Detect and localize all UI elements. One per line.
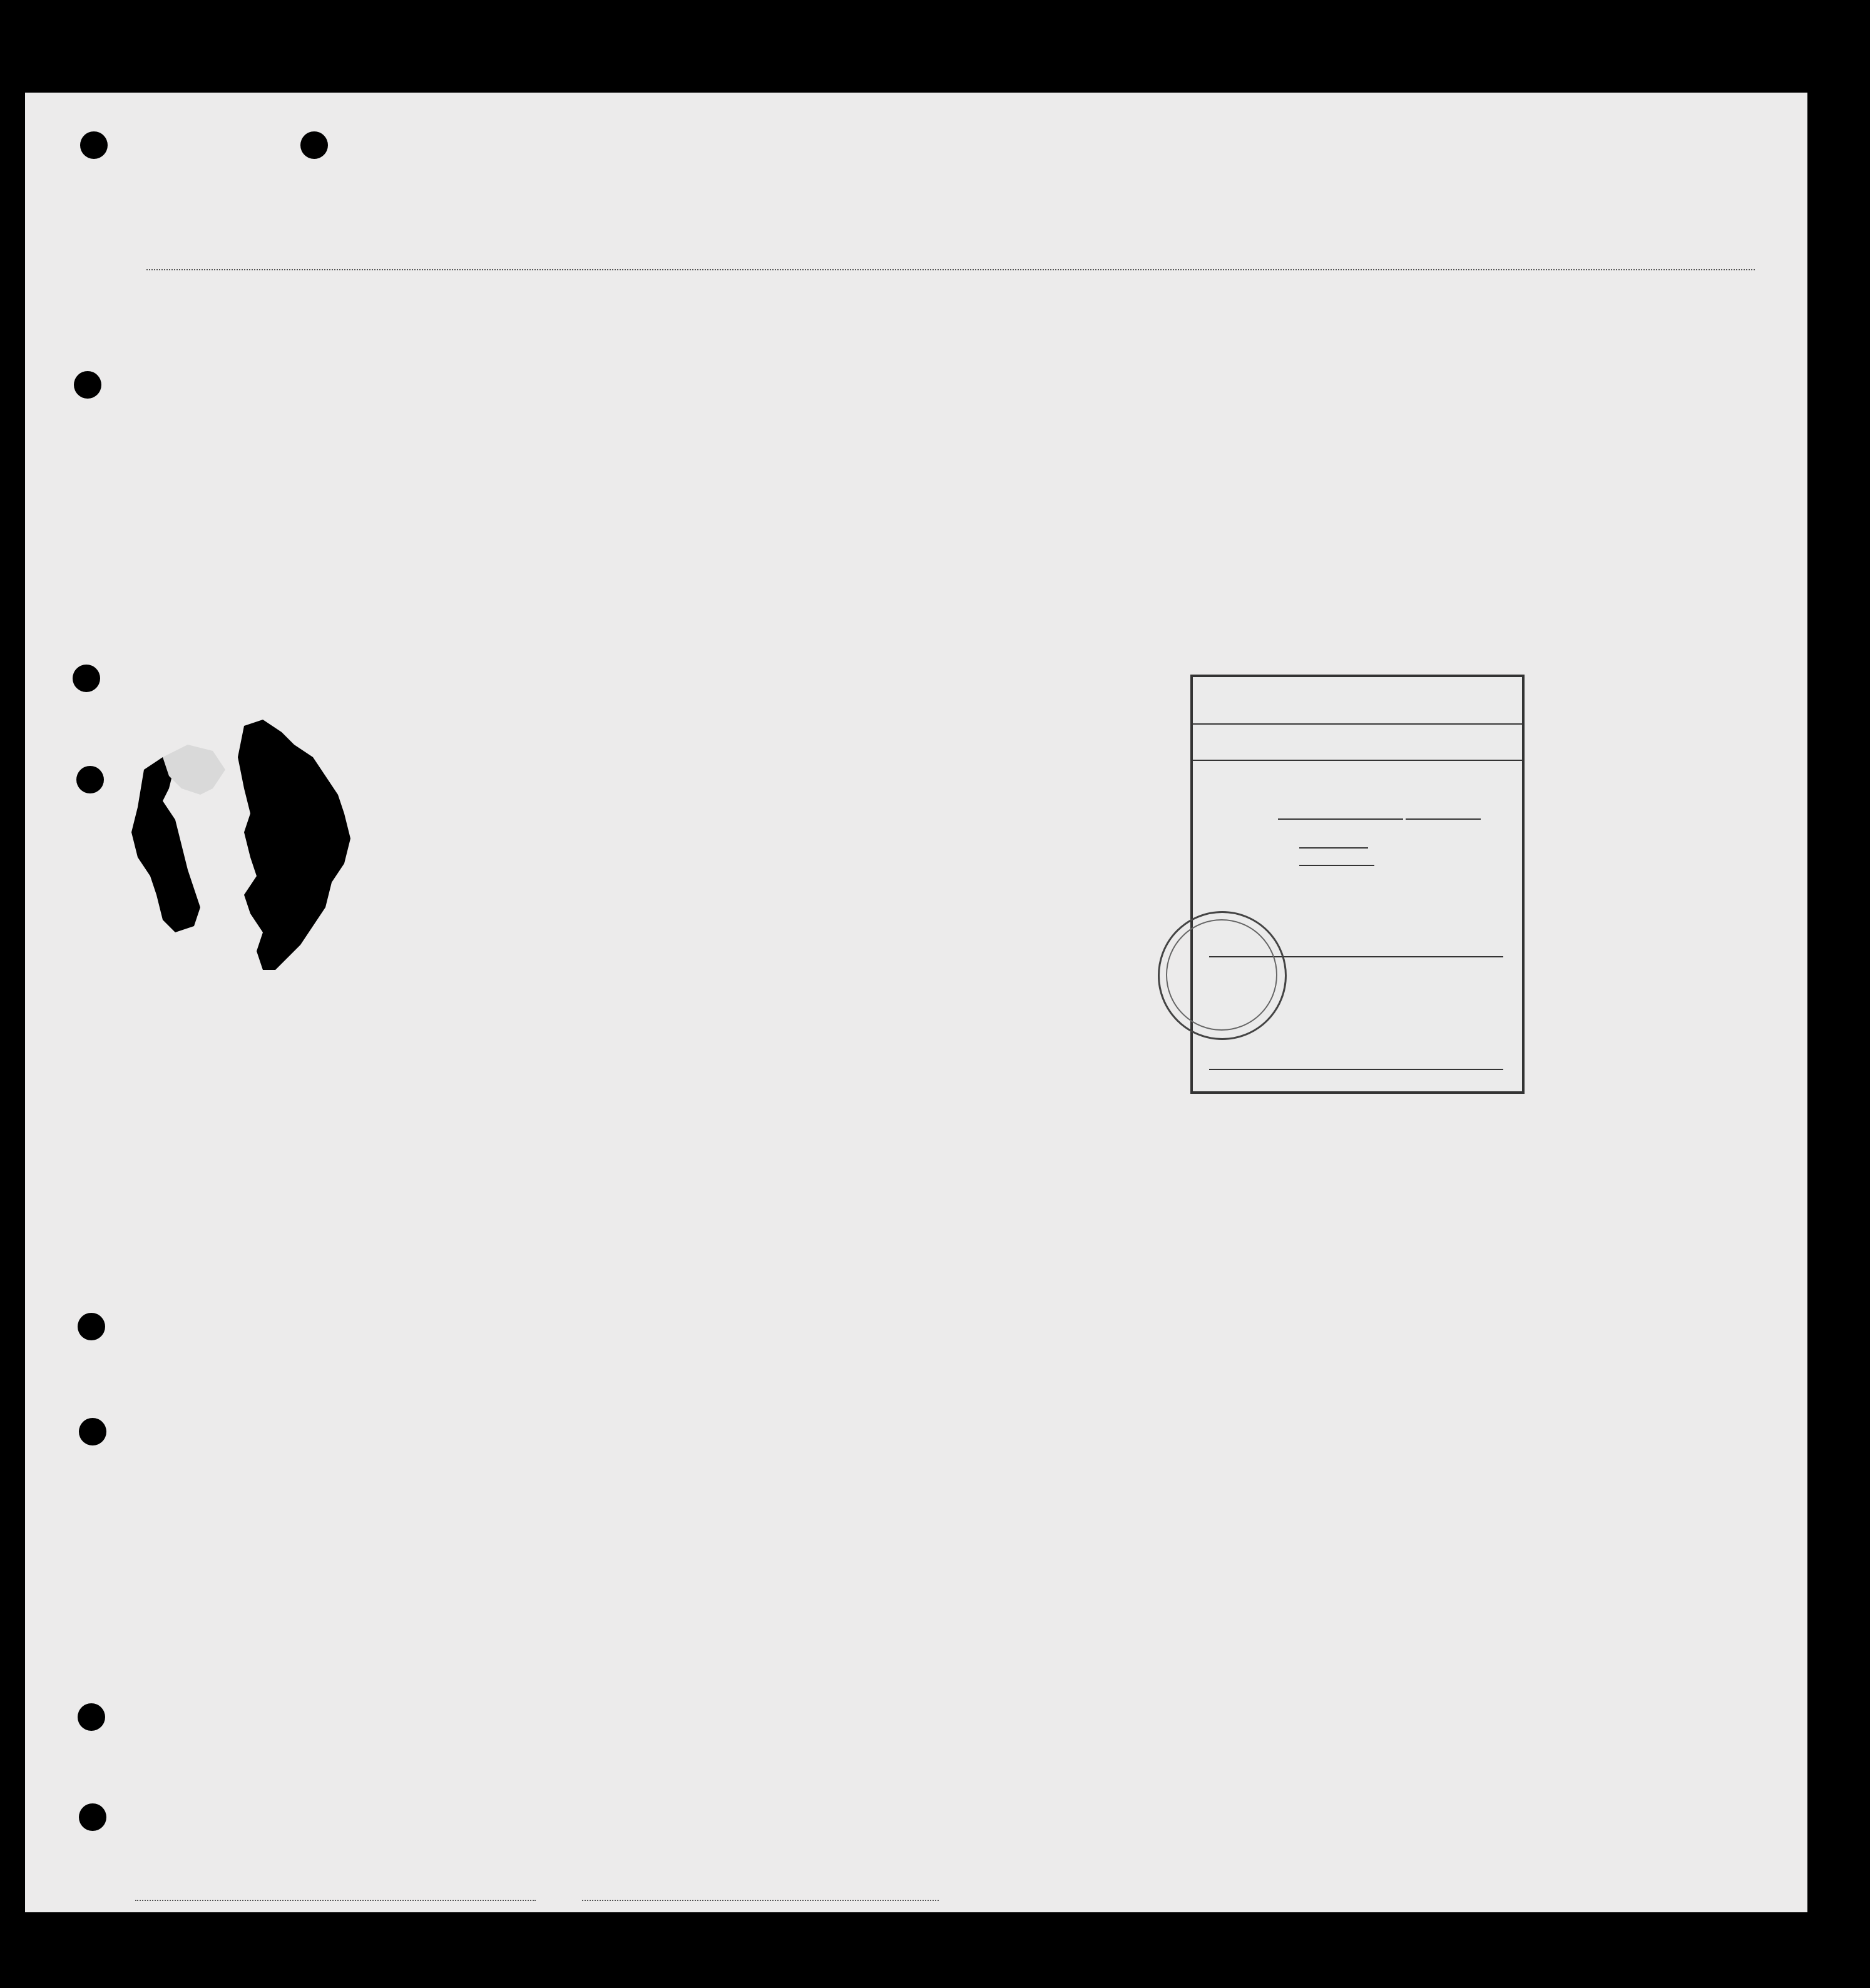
- punch-hole: [300, 131, 328, 159]
- torn-paper-damage: [125, 720, 394, 982]
- punch-hole: [79, 1418, 106, 1445]
- punch-hole: [73, 665, 100, 692]
- punch-hole: [80, 131, 108, 159]
- punch-hole: [78, 1703, 105, 1731]
- punch-hole: [76, 766, 104, 793]
- vessel-line-rule: [146, 269, 1755, 270]
- punch-hole: [74, 371, 101, 399]
- punch-hole: [78, 1313, 105, 1340]
- consular-seal: [1158, 911, 1287, 1040]
- punch-hole: [79, 1803, 106, 1831]
- manifest-sheet: [25, 93, 1807, 1912]
